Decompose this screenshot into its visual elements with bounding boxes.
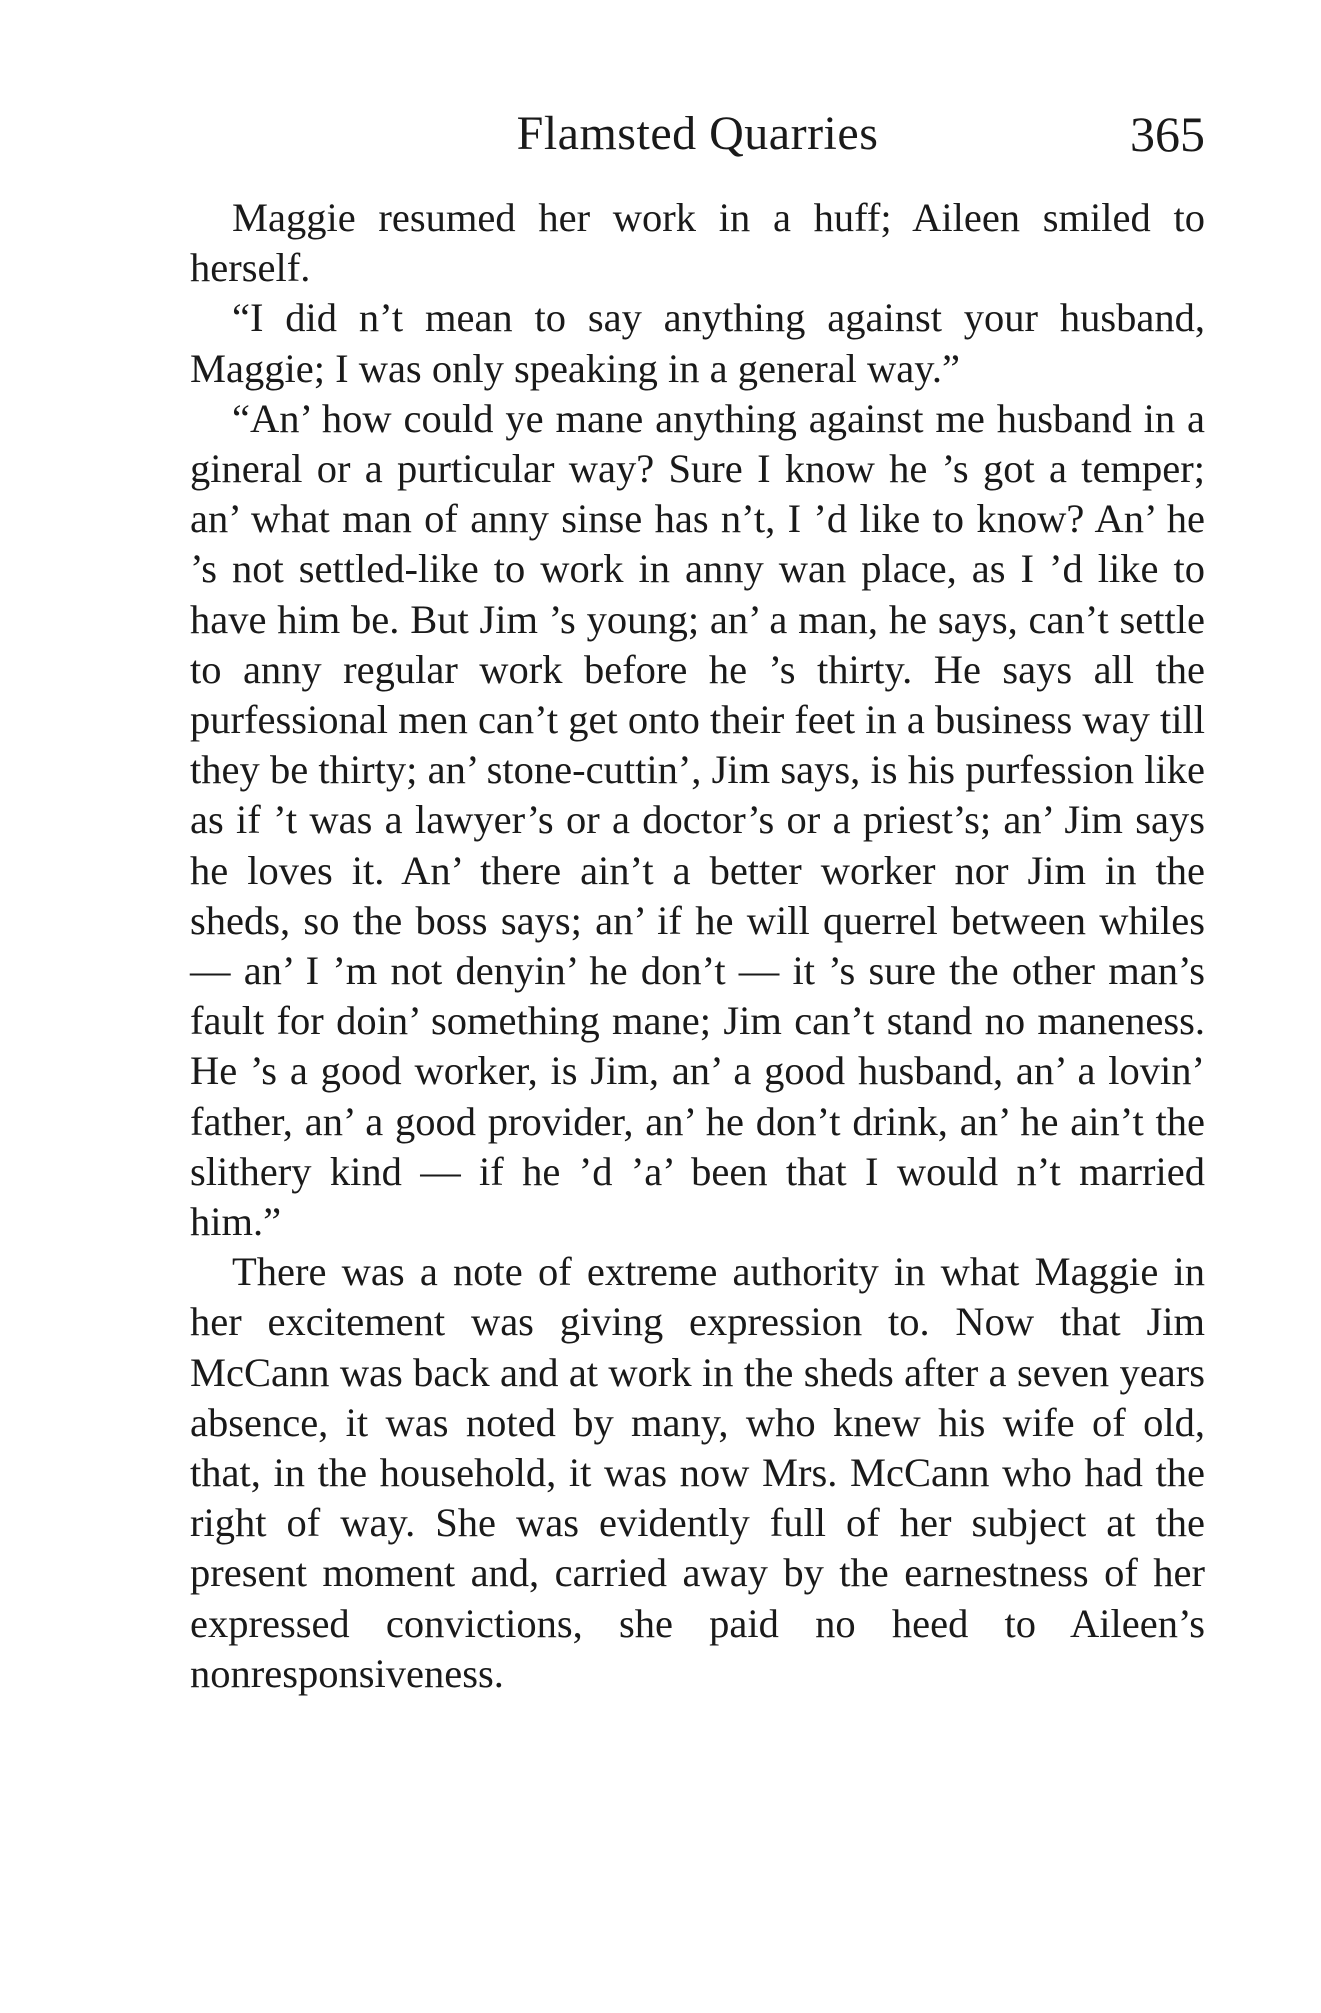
paragraph: “An’ how could ye mane anything against me husband in a gineral or a purticular way? Sure I know he ’s got a temper; an’ what man of anny sinse has n’t, I ’d like to know? An’ he ’s not settled-like to work in anny wan place, as I ’d like to have him be. But Jim ’s young; an’ a man, he says, can’t settle to anny regular work before he ’s thirty. He says all the purfessional men can’t get onto their feet in a business way till they be thirty; an’ stone-cuttin’, Jim says, is his purfession like as if ’t was a lawyer’s or a doctor’s or a priest’s; an’ Jim says he loves it. An’ there ain’t a better worker nor Jim in the sheds, so the boss says; an’ if he will querrel between whiles — an’ I ’m not denyin’ he don’t — it ’s sure the other man’s fault for doin’ something mane; Jim can’t stand no maneness. He ’s a good worker, is Jim, an’ a good husband, an’ a lovin’ father, an’ a good provider, an’ he don’t drink, an’ he ain’t the slithery kind — if he ’d ’a’ been that I would n’t married him.” [190,395,1205,1245]
paragraph: Maggie resumed her work in a huff; Aileen smiled to herself. [190,195,1205,291]
page-number: 365 [1130,106,1205,162]
running-head [190,98,1205,170]
body-text [190,193,1205,1699]
running-title: Flamsted Quarries [516,107,879,160]
paragraph: There was a note of extreme authority in what Maggie in her excitement was giving expression to. Now that Jim McCann was back and at work in the sheds after a seven years absence, it was noted by many, who knew his wife of old, that, in the household, it was now Mrs. McCann who had the right of way. She was evidently full of her subject at the present moment and, carried away by the earnestness of her expressed convictions, she paid no heed to Aileen’s nonresponsiveness. [190,1249,1205,1696]
paragraph: “I did n’t mean to say anything against your husband, Maggie; I was only speaking in a general way.” [190,295,1205,391]
